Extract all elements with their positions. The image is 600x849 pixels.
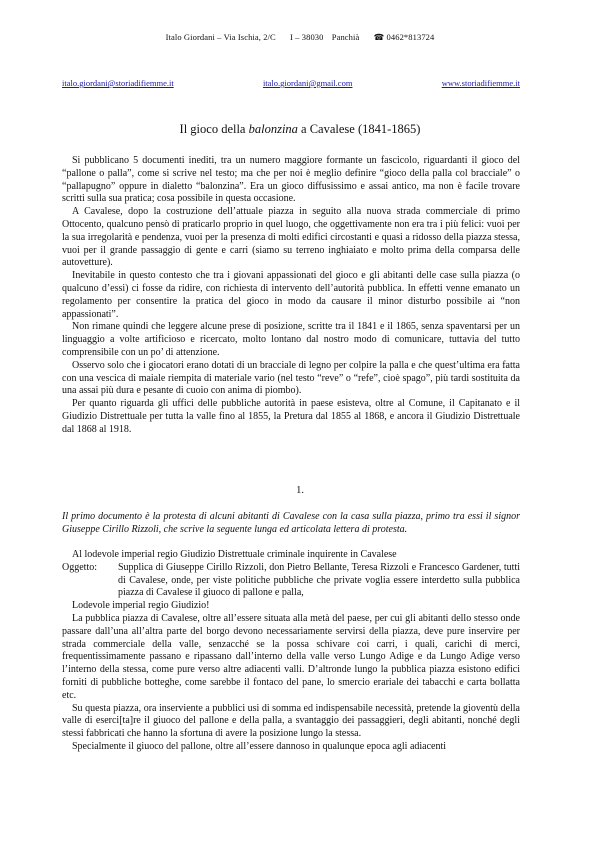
letter-subject: [62, 562, 520, 600]
contact-links: [62, 78, 520, 88]
letter-paragraph: Specialmente il giuoco del pallone, oltre all’essere dannoso in qualunque epoca agli adiacenti: [72, 740, 447, 752]
paragraph: A Cavalese, dopo la costruzione dell’attuale piazza in seguito alla nuova strada commerciale di primo Ottocento, qualcuno pensò di praticarlo proprio in quel luogo, che oggettivamente non era tra i più felici: vuoi per la sua irregolarità e pendenza, vuoi per la presenza di molti edifici circostanti e quasi a ridosso della piazza stessa, vuoi per il grande passaggio di gente e carri (siamo su terreno inghiaiato e molto prima della comparsa delle autovetture).: [62, 206, 520, 269]
email-link-storiadifiemme[interactable]: italo.giordani@storiadifiemme.it: [62, 78, 174, 88]
paragraph: Osservo solo che i giocatori erano dotati di un bracciale di legno per colpire la palla e che quest’ultima era fatta con una vescica di maiale riempita di materiale vario (nel testo “reve” o “refe”, cioè spago”, più tardi sostituita da una assai più dura e pesante di cuoio con anima di piombo).: [62, 359, 520, 397]
title-italic-word: balonzina: [248, 122, 298, 136]
subject-text: Supplica di Giuseppe Cirillo Rizzoli, don Pietro Bellante, Teresa Rizzoli e Francesco Gardener, tutti di Cavalese, onde, per viste politiche pubbliche che private voglia essere interdetto sulla pubblica piazza di Cavalese il giuoco di pallone e palla,: [118, 561, 520, 599]
telephone-icon: ☎: [373, 32, 385, 42]
author-header: [0, 32, 600, 43]
protest-letter: [62, 549, 520, 754]
document-intro: Il primo documento è la protesta di alcuni abitanti di Cavalese con la casa sulla piazza, primo tra essi il signor Giuseppe Cirillo Rizzoli, che scrive la seguente lunga ed articolata lettera di protesta.: [62, 511, 520, 535]
website-link[interactable]: www.storiadifiemme.it: [441, 78, 520, 88]
letter-address: Al lodevole imperial regio Giudizio Distrettuale criminale inquirente in Cavalese: [72, 549, 397, 560]
paragraph: Si pubblicano 5 documenti inediti, tra un numero maggiore formante un fascicolo, riguardanti il gioco del “pallone o palla”, come si scrive nel testo; ma che per noi è meglio definire “gioco della palla col bracciale” o “pallapugno” oppure in dialetto “balonzina”. Era un gioco diffusissimo e assai antico, ma non è facile trovare scritti sulla sua pratica; cosa possibile in questa occasione.: [62, 155, 520, 205]
town-name: Panchià: [331, 32, 360, 42]
phone-number: 0462*813724: [386, 32, 435, 42]
letter-paragraph: Su questa piazza, ora inserviente a pubblici usi di somma ed indispensabile necessità, pretende la gioventù della valle di eserci[ta]re il giuoco del pallone e della palla, a svantaggio dei passaggieri, degli abitanti, nonché degli stessi fabbricati che hanno la sfortuna di avere la posizione lungo la stessa.: [62, 702, 520, 740]
paragraph: Inevitabile in questo contesto che tra i giovani appassionati del gioco e gli abitanti delle case sulla piazza (o qualcuno d’essi) ci fosse da ridire, con richiesta di intervento dell’autorità pubblica. In effetti venne emanato un regolamento per consentire la pratica del gioco in modo da causare il minor disturbo possibile ai “non appassionati”.: [62, 270, 520, 320]
letter-salutation: Lodevole imperial regio Giudizio!: [72, 600, 210, 612]
postal-code: I – 38030: [290, 32, 324, 42]
document-title: Il gioco della balonzina a Cavalese (1841-1865): [179, 122, 421, 136]
paragraph: Non rimane quindi che leggere alcune prese di posizione, scritte tra il 1841 e il 1865, senza spaventarsi per un linguaggio a volte artificioso e ricercato, molto lontano dal nostro modo di comunicare, tuttavia del tutto comprensibile con un po’ di attenzione.: [62, 321, 520, 358]
author-address: Italo Giordani – Via Ischia, 2/C: [165, 32, 276, 42]
email-link-gmail[interactable]: italo.giordani@gmail.com: [262, 78, 353, 88]
letter-paragraph: La pubblica piazza di Cavalese, oltre all’essere situata alla metà del paese, per cui gli abitanti dello stesso onde passare dall’una all’altra parte del borgo devono necessariamente servirsi della piazza, deve pure inservire per strada commerciale della valle, senzacché se la possa schivare coi carri, i quali, carichi di merci, frequentissimamente passano e ripassano dall’interno della valle verso Lungo Adige e da Lungo Adige verso l’interno della stessa, come pure verso altre adiacenti valli. D’altronde lungo la pubblica piazza esistono edifici forniti di pubbliche botteghe, come sarebbe il fontaco del pane, lo smercio erariale dei tabacchi e carta bollatta etc.: [62, 612, 520, 701]
introduction-text: [62, 155, 520, 437]
paragraph: Per quanto riguarda gli uffici delle pubbliche autorità in paese esisteva, oltre al Comune, il Capitanato e il Giudizio Distrettuale per tutta la valle fino al 1855, la Pretura dal 1855 al 1868, e ancora il Giudizio Distrettuale dal 1868 al 1918.: [62, 398, 520, 435]
subject-label: Oggetto:: [62, 561, 97, 573]
section-number: 1.: [296, 485, 304, 496]
